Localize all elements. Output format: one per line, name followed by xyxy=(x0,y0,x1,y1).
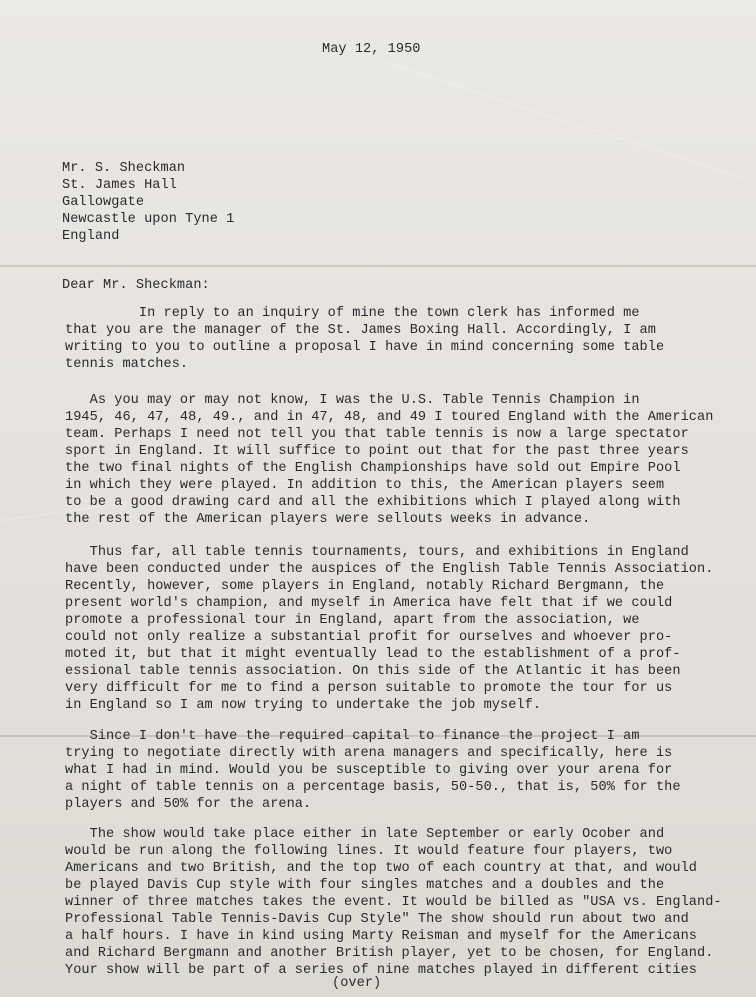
paragraph-line: writing to you to outline a proposal I have in mind concerning some table xyxy=(65,340,665,355)
paragraph-line: promote a professional tour in England, apart from the association, we xyxy=(65,613,640,628)
paragraph-line: Americans and two British, and the top two of each country at that, and would xyxy=(65,861,697,876)
paragraph-line: the rest of the American players were sellouts weeks in advance. xyxy=(65,512,591,527)
paragraph-line: in England so I am now trying to undertake the job myself. xyxy=(65,698,542,713)
letter-date: May 12, 1950 xyxy=(322,42,421,57)
address-line: Gallowgate xyxy=(62,195,145,210)
paragraph-line: a half hours. I have in kind using Marty Reisman and myself for the Americans xyxy=(65,929,697,944)
address-line: Mr. S. Sheckman xyxy=(62,161,186,176)
paragraph-line: winner of three matches takes the event. It would be billed as "USA vs. England- xyxy=(65,895,722,910)
paragraph-line: be played Davis Cup style with four singles matches and a doubles and the xyxy=(65,878,665,893)
paragraph-line: team. Perhaps I need not tell you that table tennis is now a large spectator xyxy=(65,427,689,442)
paragraph-line: 1945, 46, 47, 48, 49., and in 47, 48, and 49 I toured England with the American xyxy=(65,410,714,425)
paragraph-line: Your show will be part of a series of nine matches played in different cities xyxy=(65,963,697,978)
paper-fold xyxy=(0,265,756,267)
paragraph-line: would be run along the following lines. It would feature four players, two xyxy=(65,844,673,859)
paragraph-line: Recently, however, some players in England, notably Richard Bergmann, the xyxy=(65,579,665,594)
paragraph-line: Professional Table Tennis-Davis Cup Style" The show should run about two and xyxy=(65,912,689,927)
salutation: Dear Mr. Sheckman: xyxy=(62,278,210,293)
paragraph-line: that you are the manager of the St. James Boxing Hall. Accordingly, I am xyxy=(65,323,656,338)
paragraph-line: present world's champion, and myself in America have felt that if we could xyxy=(65,596,673,611)
paragraph-line: what I had in mind. Would you be susceptible to giving over your arena for xyxy=(65,763,673,778)
paragraph-line: a night of table tennis on a percentage basis, 50-50., that is, 50% for the xyxy=(65,780,681,795)
paragraph-line: Since I don't have the required capital to finance the project I am xyxy=(65,729,640,744)
continuation-note: (over) xyxy=(332,976,382,991)
paragraph-line: players and 50% for the arena. xyxy=(65,797,312,812)
paragraph-line: In reply to an inquiry of mine the town clerk has informed me xyxy=(65,306,640,321)
address-line: England xyxy=(62,229,120,244)
paragraph-line: to be a good drawing card and all the exhibitions which I played along with xyxy=(65,495,681,510)
paragraph-line: and Richard Bergmann and another British player, yet to be chosen, for England. xyxy=(65,946,714,961)
paragraph-line: very difficult for me to find a person suitable to promote the tour for us xyxy=(65,681,673,696)
address-line: St. James Hall xyxy=(62,178,177,193)
paper-crease xyxy=(380,60,742,178)
paragraph-line: Thus far, all table tennis tournaments, tours, and exhibitions in England xyxy=(65,545,689,560)
paragraph-line: tennis matches. xyxy=(65,357,189,372)
paragraph-line: The show would take place either in late September or early Ocober and xyxy=(65,827,665,842)
paragraph-line: the two final nights of the English Championships have sold out Empire Pool xyxy=(65,461,681,476)
paragraph-line: moted it, but that it might eventually lead to the establishment of a prof- xyxy=(65,647,681,662)
paragraph-line: sport in England. It will suffice to point out that for the past three years xyxy=(65,444,689,459)
paragraph-line: have been conducted under the auspices of the English Table Tennis Association. xyxy=(65,562,714,577)
paragraph-line: As you may or may not know, I was the U.S. Table Tennis Champion in xyxy=(65,393,640,408)
paragraph-line: trying to negotiate directly with arena managers and specifically, here is xyxy=(65,746,673,761)
paragraph-line: could not only realize a substantial profit for ourselves and whoever pro- xyxy=(65,630,673,645)
address-line: Newcastle upon Tyne 1 xyxy=(62,212,235,227)
paragraph-line: in which they were played. In addition to this, the American players seem xyxy=(65,478,665,493)
paragraph-line: essional table tennis association. On this side of the Atlantic it has been xyxy=(65,664,681,679)
